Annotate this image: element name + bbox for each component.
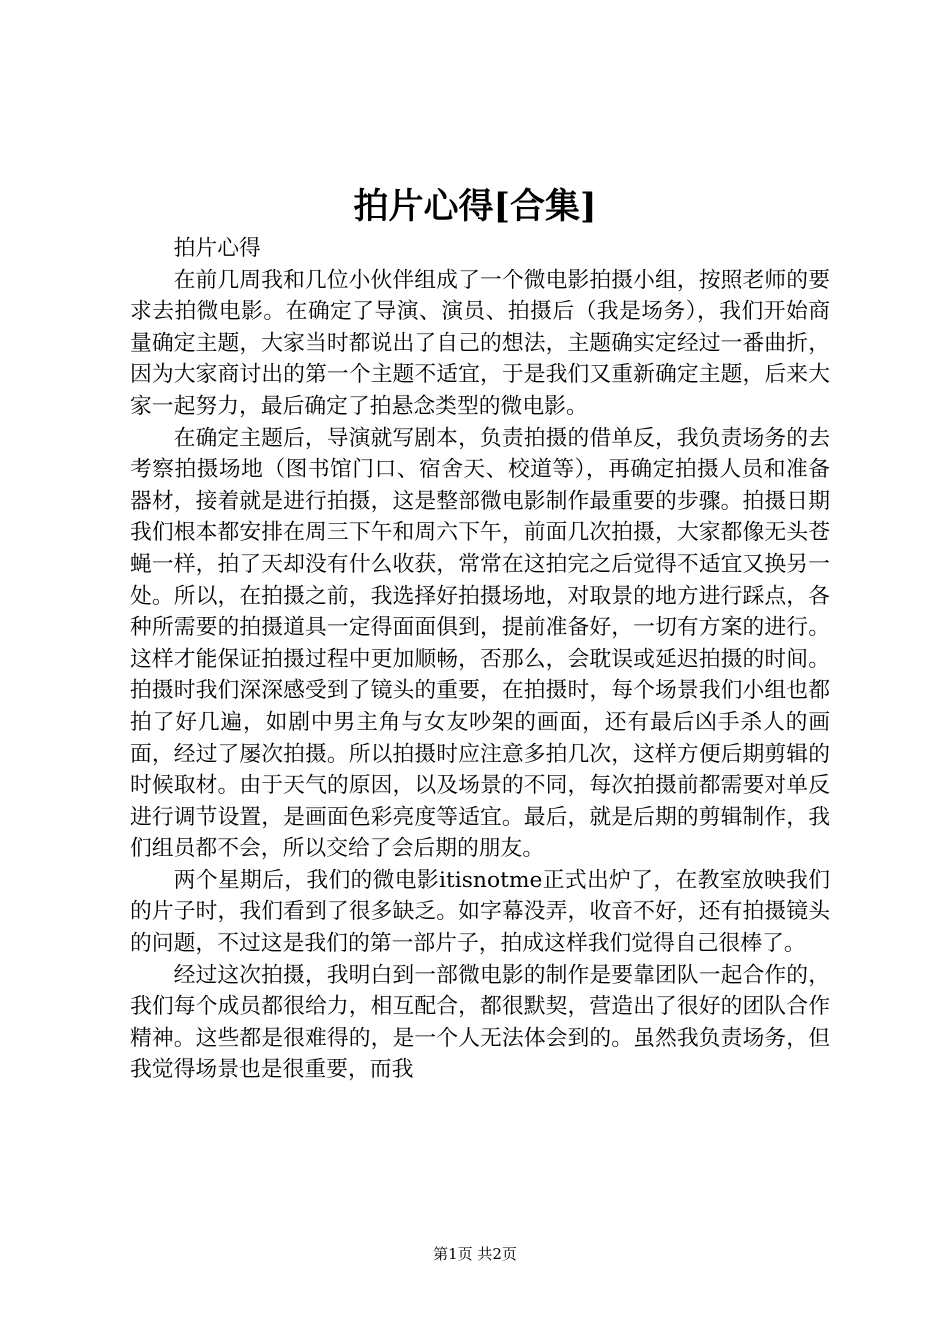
page-footer: 第1页 共2页 — [433, 1245, 517, 1263]
paragraph: 在前几周我和几位小伙伴组成了一个微电影拍摄小组，按照老师的要求去拍微电影。在确定了导演、演员、拍摄后（我是场务），我们开始商量确定主题，大家当时都说出了自己的想法，主题确实定经过一番曲折，因为大家商讨出的第一个主题不适宜，于是我们又重新确定主题，后来大家一起努力，最后确定了拍悬念类型的微电影。 — [130, 267, 830, 419]
paragraph-heading: 拍片心得 — [173, 236, 261, 261]
paragraph: 两个星期后，我们的微电影itisnotme正式出炉了，在教室放映我们的片子时，我们看到了很多缺乏。如字幕没弄，收音不好，还有拍摄镜头的问题，不过这是我们的第一部片子，拍成这样我们觉得自己很棒了。 — [130, 867, 830, 957]
document-body — [130, 233, 830, 1086]
document-title: 拍片心得[合集] — [353, 186, 597, 227]
paragraph: 在确定主题后，导演就写剧本，负责拍摄的借单反，我负责场务的去考察拍摄场地（图书馆门口、宿舍天、校道等），再确定拍摄人员和准备器材，接着就是进行拍摄，这是整部微电影制作最重要的步骤。拍摄日期我们根本都安排在周三下午和周六下午，前面几次拍摄，大家都像无头苍蝇一样，拍了天却没有什么收获，常常在这拍完之后觉得不适宜又换另一处。所以，在拍摄之前，我选择好拍摄场地，对取景的地方进行踩点，各种所需要的拍摄道具一定得面面俱到，提前准备好，一切有方案的进行。这样才能保证拍摄过程中更加顺畅，否那么，会耽误或延迟拍摄的时间。拍摄时我们深深感受到了镜头的重要，在拍摄时，每个场景我们小组也都拍了好几遍，如剧中男主角与女友吵架的画面，还有最后凶手杀人的画面，经过了屡次拍摄。所以拍摄时应注意多拍几次，这样方便后期剪辑的时候取材。由于天气的原因，以及场景的不同，每次拍摄前都需要对单反进行调节设置，是画面色彩亮度等适宜。最后，就是后期的剪辑制作，我们组员都不会，所以交给了会后期的朋友。 — [130, 425, 830, 862]
paragraph: 经过这次拍摄，我明白到一部微电影的制作是要靠团队一起合作的，我们每个成员都很给力，相互配合，都很默契，营造出了很好的团队合作精神。这些都是很难得的，是一个人无法体会到的。虽然我负责场务，但我觉得场景也是很重要，而我 — [130, 962, 830, 1083]
